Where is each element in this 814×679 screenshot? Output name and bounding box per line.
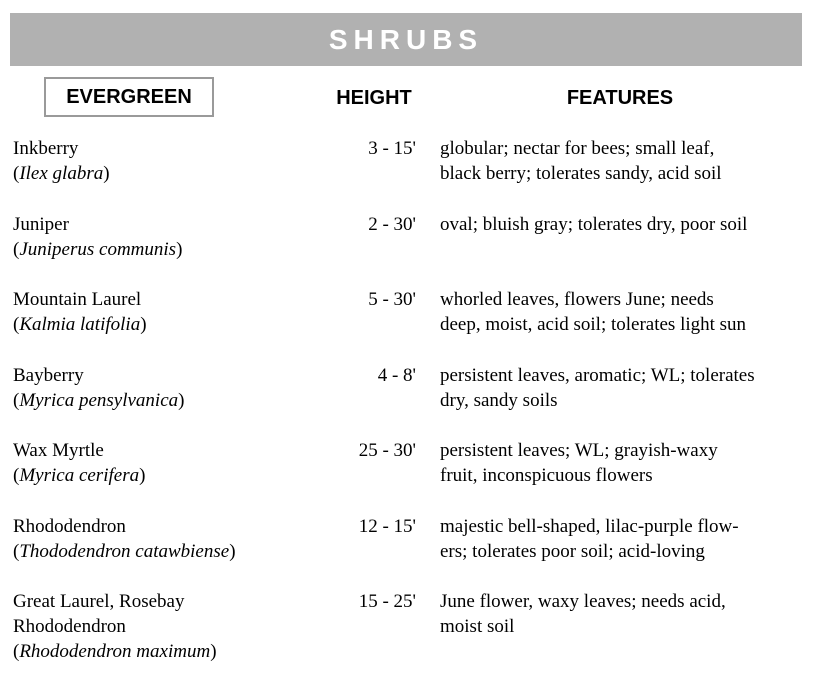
shrub-name	[13, 438, 313, 488]
features-line: majestic bell-shaped, lilac-purple flow-	[440, 515, 739, 537]
page-title: SHRUBS	[328, 23, 484, 55]
shrub-features	[440, 438, 808, 488]
shrub-height: 25 - 30'	[358, 440, 416, 461]
features-line: deep, moist, acid soil; tolerates light sun	[440, 314, 747, 335]
shrub-height: 5 - 30'	[368, 289, 416, 310]
features-line: June flower, waxy leaves; needs acid,	[440, 591, 726, 612]
features-line: moist soil	[440, 616, 515, 637]
features-line: globular; nectar for bees; small leaf,	[440, 138, 715, 159]
shrub-row	[0, 514, 814, 590]
features-line: persistent leaves; WL; grayish-waxy	[440, 440, 718, 461]
scientific-name: (Thododendron catawbiense)	[13, 540, 236, 562]
shrub-row	[0, 136, 814, 212]
shrub-height: 3 - 15'	[368, 138, 416, 159]
shrub-list	[0, 136, 814, 679]
shrub-features	[440, 136, 808, 186]
scientific-name: (Myrica cerifera)	[13, 465, 146, 486]
shrub-features	[440, 363, 808, 413]
common-name: Mountain Laurel	[13, 289, 142, 310]
title-banner	[10, 13, 802, 66]
scientific-name: (Kalmia latifolia)	[13, 314, 147, 335]
scientific-name: (Rhododendron maximum)	[13, 641, 217, 662]
shrub-name	[13, 514, 313, 564]
evergreen-header-box	[44, 77, 214, 117]
shrub-row	[0, 287, 814, 363]
features-line: persistent leaves, aromatic; WL; tolerates	[440, 364, 755, 386]
shrub-name	[13, 363, 313, 413]
features-line: whorled leaves, flowers June; needs	[440, 289, 714, 310]
common-name: Inkberry	[13, 138, 79, 159]
shrub-features	[440, 514, 808, 564]
shrub-height: 4 - 8'	[377, 364, 416, 386]
shrub-name	[13, 212, 313, 262]
common-name: Wax Myrtle	[13, 440, 104, 461]
height-header: HEIGHT	[336, 87, 412, 109]
shrub-features	[440, 287, 808, 337]
scientific-name: (Ilex glabra)	[13, 163, 110, 184]
features-line: black berry; tolerates sandy, acid soil	[440, 163, 722, 184]
shrub-row	[0, 212, 814, 288]
common-name: Rhododendron	[13, 616, 126, 637]
shrub-height: 2 - 30'	[368, 213, 416, 235]
features-header: FEATURES	[566, 87, 674, 109]
shrub-features	[440, 589, 808, 639]
features-line: fruit, inconspicuous flowers	[440, 465, 653, 486]
features-line: oval; bluish gray; tolerates dry, poor soil	[440, 213, 748, 235]
shrub-name	[13, 136, 313, 186]
shrub-name	[13, 589, 313, 664]
common-name: Juniper	[13, 213, 69, 235]
shrub-row	[0, 438, 814, 514]
shrub-height: 12 - 15'	[358, 515, 416, 537]
shrub-height: 15 - 25'	[358, 591, 416, 612]
common-name: Bayberry	[13, 364, 84, 386]
common-name: Great Laurel, Rosebay	[13, 591, 185, 612]
shrub-row	[0, 589, 814, 679]
shrub-features	[440, 212, 808, 237]
features-line: ers; tolerates poor soil; acid-loving	[440, 540, 705, 562]
scientific-name: (Myrica pensylvanica)	[13, 389, 185, 411]
scientific-name: (Juniperus communis)	[13, 238, 183, 260]
shrub-row	[0, 363, 814, 439]
evergreen-header: EVERGREEN	[66, 86, 192, 108]
common-name: Rhododendron	[13, 515, 126, 537]
features-line: dry, sandy soils	[440, 389, 558, 411]
shrub-name	[13, 287, 313, 337]
